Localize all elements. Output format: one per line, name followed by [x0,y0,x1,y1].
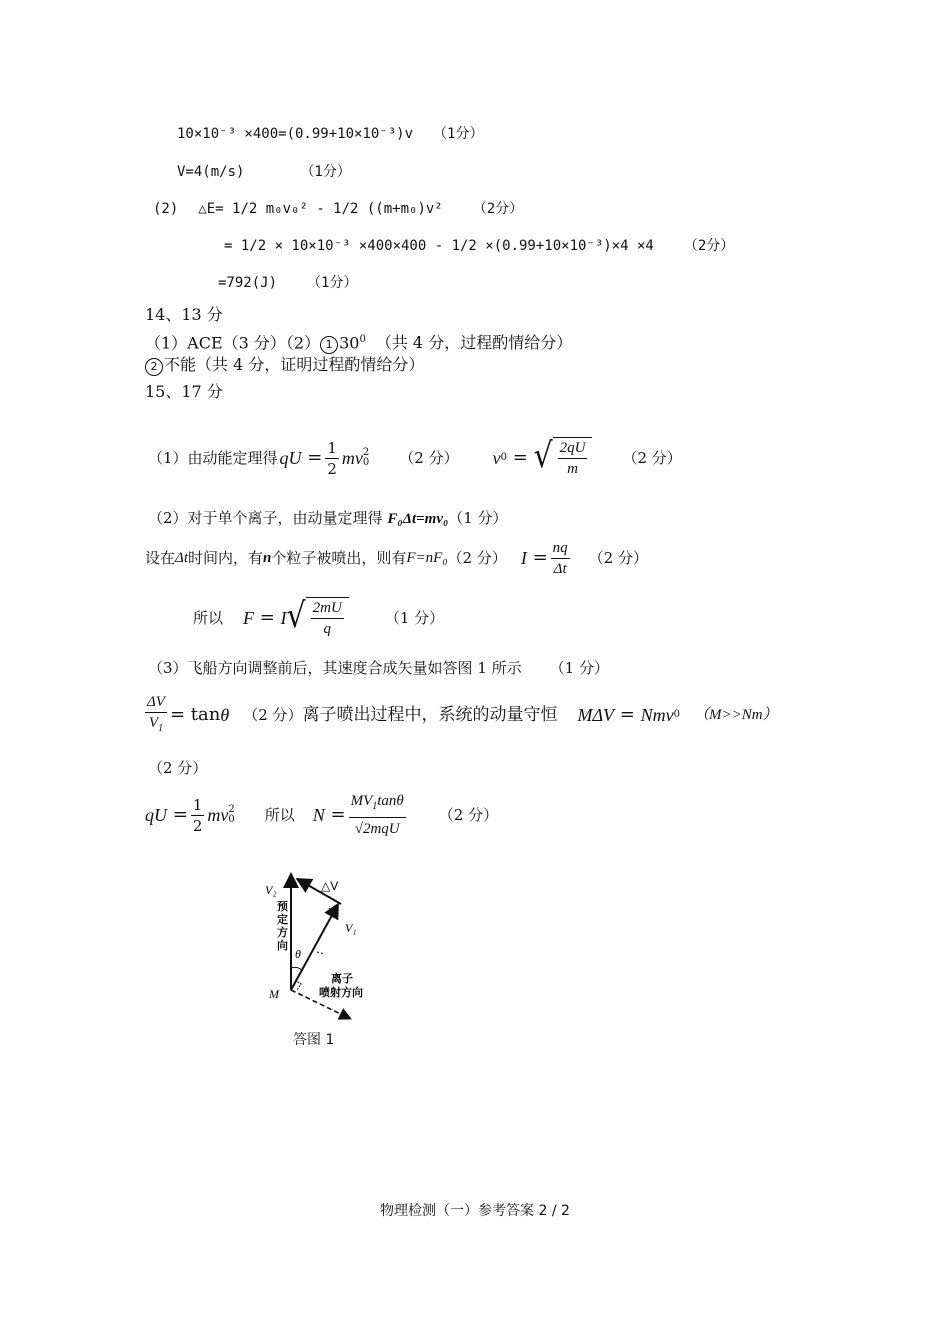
q13-eq3: (2) △E= 1/2 m₀v₀² - 1/2 ((m+m₀)v² （2分） [153,201,524,217]
label-delta-v: △V [321,879,339,893]
q15-part3c: qU = $\frac{1}{2}$ mv 2 0 所以 N = $\frac{MV_1\tan\theta}{\text{√2mqU}}$ （2 分） [145,793,499,837]
page-footer: 物理检测（一）参考答案 2 / 2 [380,1203,570,1219]
q15-part2b: 设在 Δt 时间内，有 n 个粒子被喷出，则有 F=nF₀ （2 分） I = $\frac{nq}{\Delta t}$ （2 分） [145,539,648,577]
q15-part1: （1）由动能定理得 qU = $\frac{1}{2}$ mv 2 0 （2 分） v 0 = √ $\frac{2qU}{m}$ （2 分） [148,436,682,478]
label-planned-1: 预 [277,900,288,913]
q15-part3: （3）飞船方向调整前后，其速度合成矢量如答图 1 所示 （1 分） [148,659,609,677]
circle-number-2: 2 [145,358,163,376]
q15-part3b: $\frac{\Delta V}{V_1}$ = tan θ （2 分） 离子喷出过程中，系统的动量守恒 MΔV = Nmv 0 （M>>Nm） [145,692,778,738]
label-theta: θ [295,947,301,961]
q13-eq1: 10×10⁻³ ×400=(0.99+10×10⁻³)v （1分） [177,126,484,142]
q15-score-line: （2 分） [148,759,208,777]
figure-caption: 答图 1 [293,1032,335,1048]
q13-eq2: V=4(m/s) （1分） [177,164,351,180]
fraction-half: $\frac{1}{2}$ [327,438,337,478]
velocity-vector-figure [255,868,415,1028]
fraction-N: $\frac{MV_1\tan\theta}{\text{√2mqU}}$ [350,793,404,837]
q15-part2c: 所以 F = I √ $\frac{2mU}{q}$ （1 分） [193,596,445,637]
fraction-nq-dt: $\frac{nq}{\Delta t}$ [552,539,568,577]
sqrt-2mU-over-q: √ $\frac{2mU}{q}$ [287,597,349,639]
circle-number-1: 1 [320,336,338,354]
q15-header: 15、17 分 [145,382,223,401]
label-planned-4: 向 [277,939,288,952]
q15-part2: （2）对于单个离子，由动量定理得 F₀Δt=mv₀（1 分） [148,509,508,527]
label-v2: V₂ [265,883,277,897]
label-ion-2: 喷射方向 [319,986,363,999]
label-planned-2: 定 [277,913,288,926]
q14-line2: 2 不能（共 4 分，证明过程酌情给分） [145,355,424,376]
q14-header: 14、13 分 [145,305,223,324]
label-planned-3: 方 [277,926,288,939]
q13-eq4: = 1/2 × 10×10⁻³ ×400×400 - 1/2 ×(0.99+10×10⁻³)×4 ×4 （2分） [224,238,735,254]
q14-line1: （1）ACE（3 分）（2） 1 $30^0$ （共 4 分，过程酌情给分） [145,333,573,353]
label-v1: V₁ [345,921,357,935]
q13-eq5: =792(J) （1分） [218,275,358,291]
sqrt-2qU-over-m: √ $\frac{2qU}{m}$ [534,437,593,479]
label-ion-1: 离子 [331,972,353,985]
fraction-dv-v1: $\frac{\Delta V}{V_1}$ [147,693,165,734]
label-m: M [269,987,279,1001]
